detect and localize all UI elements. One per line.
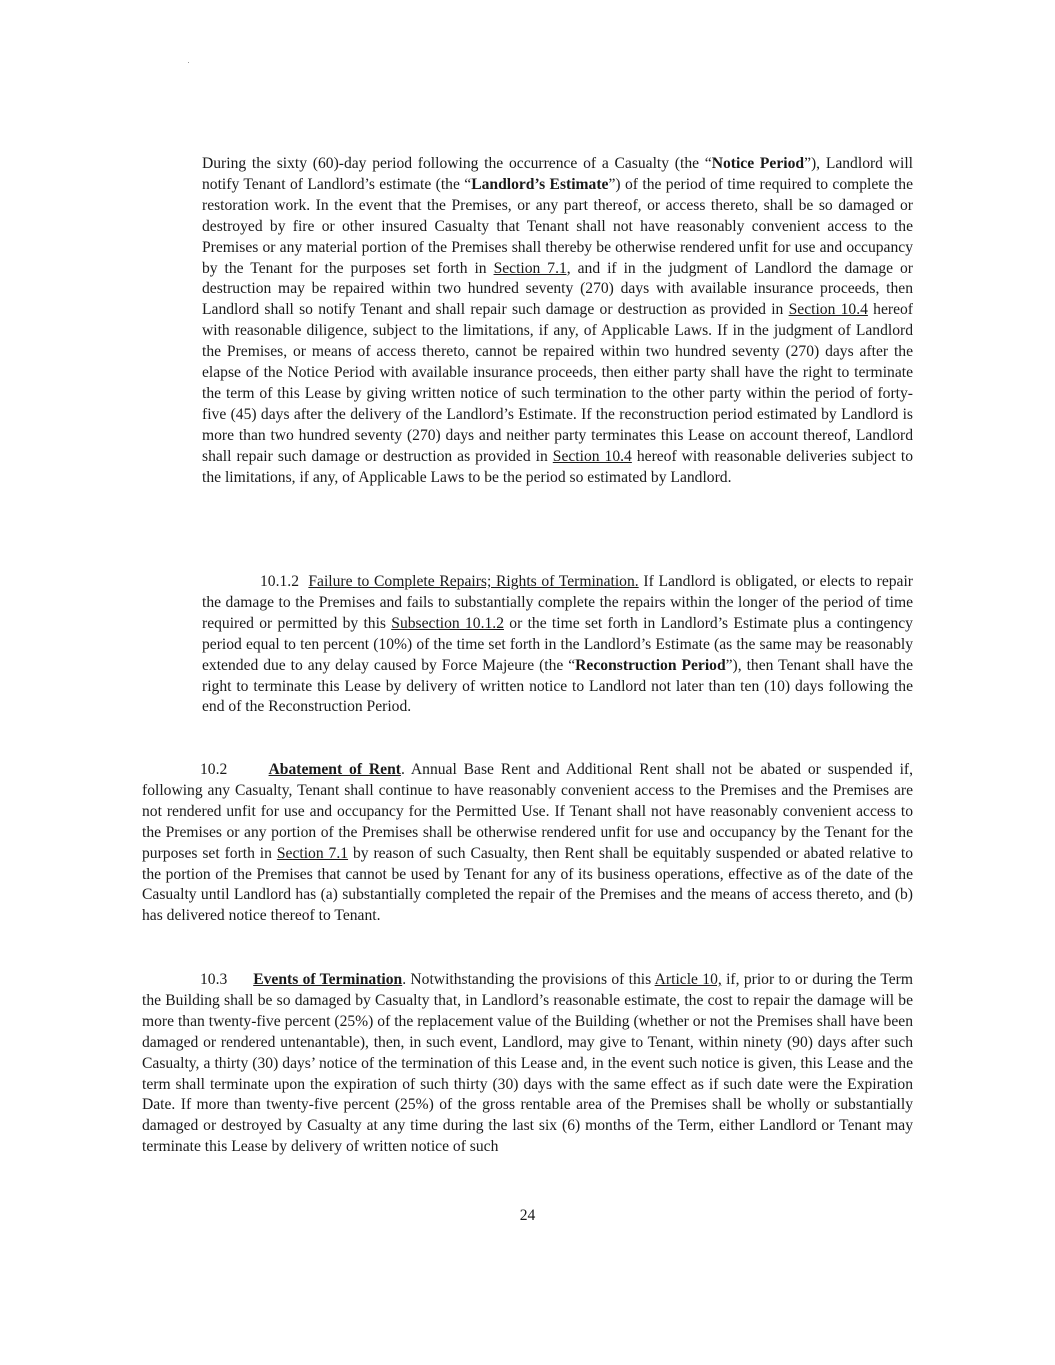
defined-term-notice-period: Notice Period [711, 155, 805, 172]
text: ”) of the period of time required to complete the restoration work. In the event that the Premises, or any part thereof, or access thereto, shall be so damaged or destroyed by fire or other insured Casualty that Tenant shall not have reasonably convenient access to the Premises or any material portion of the Premises shall thereby be otherwise rendered unfit for use and occupancy by the Tenant for the purposes set forth in [202, 175, 913, 277]
section-reference: Section 7.1, [493, 259, 571, 277]
text: by reason of such Casualty, then Rent shall be equitably suspended or abated relative to the portion of the Premises that cannot be used by Tenant for any of its business operations, effective as of the date of the Casualty until Landlord has (a) substantially completed the repair of the Premises and the means of access thereto, and (b) has delivered notice thereof to Tenant. [142, 844, 913, 925]
paragraph-10-1-2 [202, 572, 913, 718]
text: ”), Landlord will notify Tenant of Landlord’s estimate (the “ [202, 155, 913, 193]
section-reference: Section 10.4 [788, 301, 868, 319]
text: hereof with reasonable deliveries subject to the limitations, if any, of Applicable Laws to be the period so estimated by Landlord. [202, 447, 914, 486]
text: . Annual Base Rent and Additional Rent shall not be abated or suspended if, following any Casualty, Tenant shall continue to have reasonably convenient access to the Premises and the Premises are not rendered unfit for use and occupancy for the Permitted Use. If Tenant shall not have reasonably convenient access to the Premises or any portion of the Premises shall be otherwise rendered unfit for use and occupancy by the Tenant for the purposes set forth in [142, 761, 914, 862]
scan-speck [188, 62, 189, 63]
text: if, prior to or during the Term the Building shall be so damaged by Casualty that, in Landlord’s reasonable estimate, the cost to repair the damage will be more than twenty-five percent (25%) of the replacement value of the Building (whether or not the Premises shall have been damaged or rendered untenantable), then, in such event, Landlord, may give to Tenant, within ninety (90) days after such Casualty, a thirty (30) days’ notice of the termination of this Lease and, in the event such notice is given, this Lease and the term shall terminate upon the expiration of such thirty (30) days with the same effect as if such date were the Expiration Date. If more than twenty-five percent (25%) of the gross rentable area of the Premises shall be wholly or substantially damaged or destroyed by Casualty at any time during the last six (6) months of the Term, either Landlord or Tenant may terminate this Lease by delivery of written notice of such [142, 971, 914, 1156]
page-number: 24 [519, 1207, 536, 1224]
section-heading: Abatement of Rent [268, 761, 401, 778]
text: During the sixty (60)-day period following the occurrence of a Casualty (the “ [202, 155, 712, 172]
defined-term-reconstruction-period: Reconstruction Period [575, 656, 726, 674]
section-heading: Events of Termination [253, 971, 403, 988]
text: or the time set forth in Landlord’s Estimate plus a contingency period equal to ten percent (10%) of the time set forth in the Landlord’s Estimate (as the same may be reasonably extended due to any delay caused by Force Majeure (the “ [202, 614, 913, 674]
section-heading: Failure to Complete Repairs; Rights of Termination. [308, 573, 639, 590]
text: and if in the judgment of Landlord the damage or destruction may be repaired within two hundred seventy (270) days with available insurance proceeds, then Landlord shall so notify Tenant and shall repair such damage or destruction as provided in [202, 259, 913, 319]
section-number: 10.1.2 [260, 573, 299, 590]
text: hereof with reasonable diligence, subject to the limitations, if any, of Applicable Laws. If in the judgment of Landlord the Premises, or means of access thereto, cannot be repaired within two hundred seventy (270) days after the elapse of the Notice Period with available insurance proceeds, then either party shall have the right to terminate the term of this Lease by giving written notice of such termination to the other party within the period of forty-five (45) days after the delivery of the Landlord’s Estimate. If the reconstruction period estimated by Landlord is more than two hundred seventy (270) days and neither party terminates this Lease on account thereof, Landlord shall repair such damage or destruction as provided in [202, 301, 913, 465]
paragraph-10-2 [142, 760, 913, 927]
section-number: 10.3 [200, 971, 228, 988]
text: If Landlord is obligated, or elects to repair the damage to the Premises and fails to substantially complete the repairs within the longer of the period of time required or permitted by this [202, 573, 913, 632]
section-reference: Section 7.1 [276, 844, 349, 862]
text: . Notwithstanding the provisions of this [402, 971, 655, 988]
defined-term-landlords-estimate: Landlord’s Estimate [471, 175, 609, 193]
section-reference: Section 10.4 [552, 447, 632, 465]
paragraph-notice-period [202, 154, 913, 489]
section-reference: Subsection 10.1.2 [391, 614, 504, 632]
section-reference: Article 10, [654, 971, 722, 988]
section-number: 10.2 [200, 761, 228, 778]
text: ”), then Tenant shall have the right to terminate this Lease by delivery of written notice to Landlord not later than ten (10) days following the end of the Reconstruction Period. [202, 656, 913, 716]
paragraph-10-3 [142, 970, 913, 1158]
